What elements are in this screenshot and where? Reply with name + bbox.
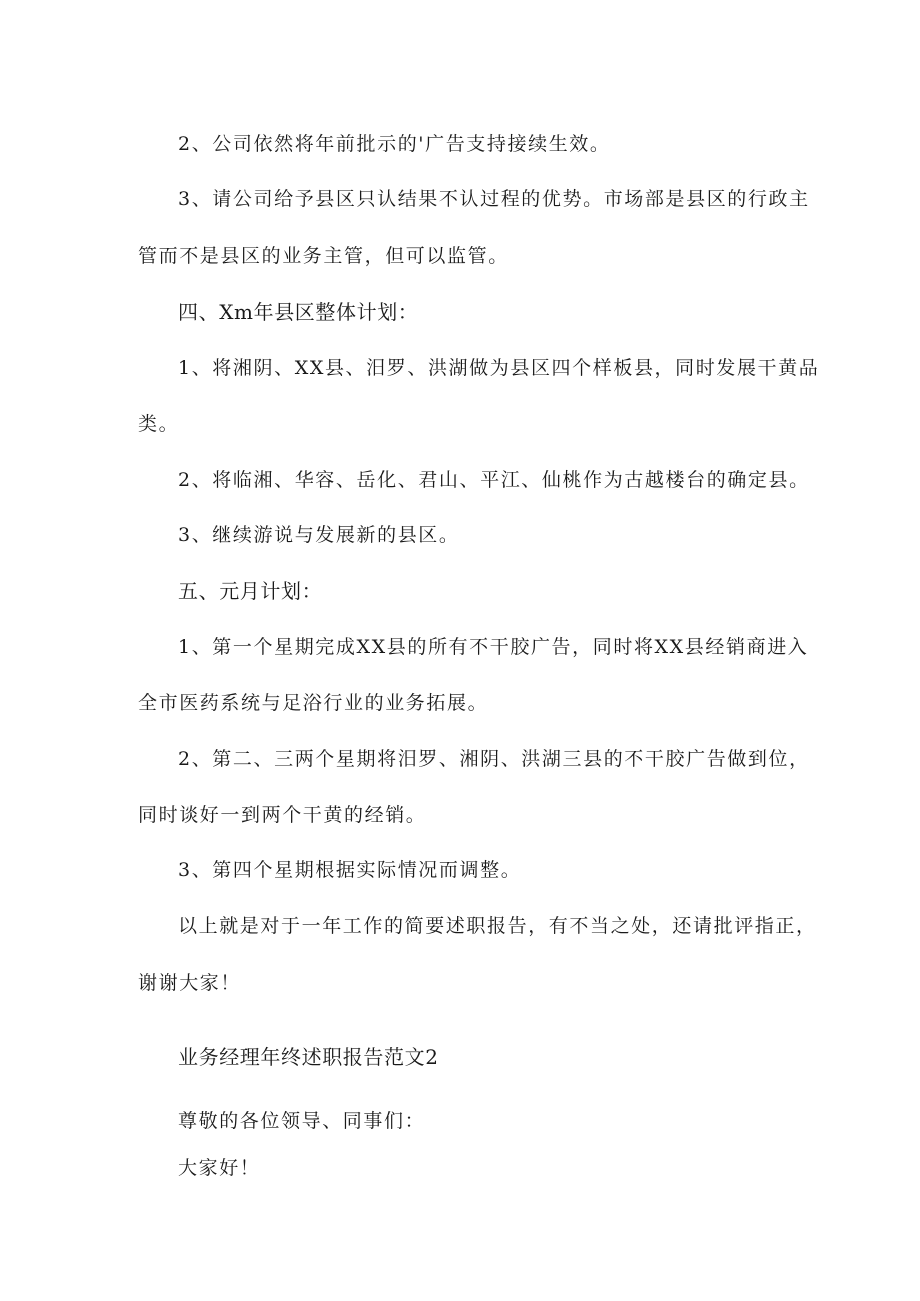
paragraph-item-2-ad-support: 2、公司依然将年前批示的'广告支持接续生效。 bbox=[178, 133, 611, 155]
paragraph-item-3-continued: 管而不是县区的业务主管，但可以监管。 bbox=[138, 245, 509, 267]
section-heading-four: 四、Xm年县区整体计划： bbox=[178, 300, 419, 324]
section-heading-five: 五、元月计划： bbox=[178, 579, 323, 603]
plan-item-2-confirmed-counties: 2、将临湘、华容、岳化、君山、平江、仙桃作为古越楼台的确定县。 bbox=[178, 469, 810, 491]
paragraph-item-3-county-advantage: 3、请公司给予县区只认结果不认过程的优势。市场部是县区的行政主 bbox=[178, 188, 810, 210]
january-item-2-continued: 同时谈好一到两个干黄的经销。 bbox=[138, 804, 427, 826]
january-item-3-fourth-week: 3、第四个星期根据实际情况而调整。 bbox=[178, 859, 522, 881]
greeting: 大家好！ bbox=[178, 1157, 261, 1179]
january-item-1-first-week: 1、第一个星期完成XX县的所有不干胶广告，同时将XX县经销商进入 bbox=[178, 636, 809, 658]
plan-item-3-new-counties: 3、继续游说与发展新的县区。 bbox=[178, 524, 460, 546]
plan-item-1-continued: 类。 bbox=[138, 413, 180, 435]
plan-item-1-sample-counties: 1、将湘阴、XX县、汨罗、洪湖做为县区四个样板县，同时发展干黄品 bbox=[178, 357, 820, 379]
january-item-2-second-third-week: 2、第二、三两个星期将汨罗、湘阴、洪湖三县的不干胶广告做到位， bbox=[178, 748, 810, 770]
closing-paragraph: 以上就是对于一年工作的简要述职报告，有不当之处，还请批评指正， bbox=[178, 915, 817, 937]
closing-thanks: 谢谢大家！ bbox=[138, 972, 242, 994]
salutation: 尊敬的各位领导、同事们： bbox=[178, 1110, 426, 1132]
article-title-2: 业务经理年终述职报告范文2 bbox=[178, 1045, 439, 1069]
january-item-1-continued: 全市医药系统与足浴行业的业务拓展。 bbox=[138, 692, 489, 714]
